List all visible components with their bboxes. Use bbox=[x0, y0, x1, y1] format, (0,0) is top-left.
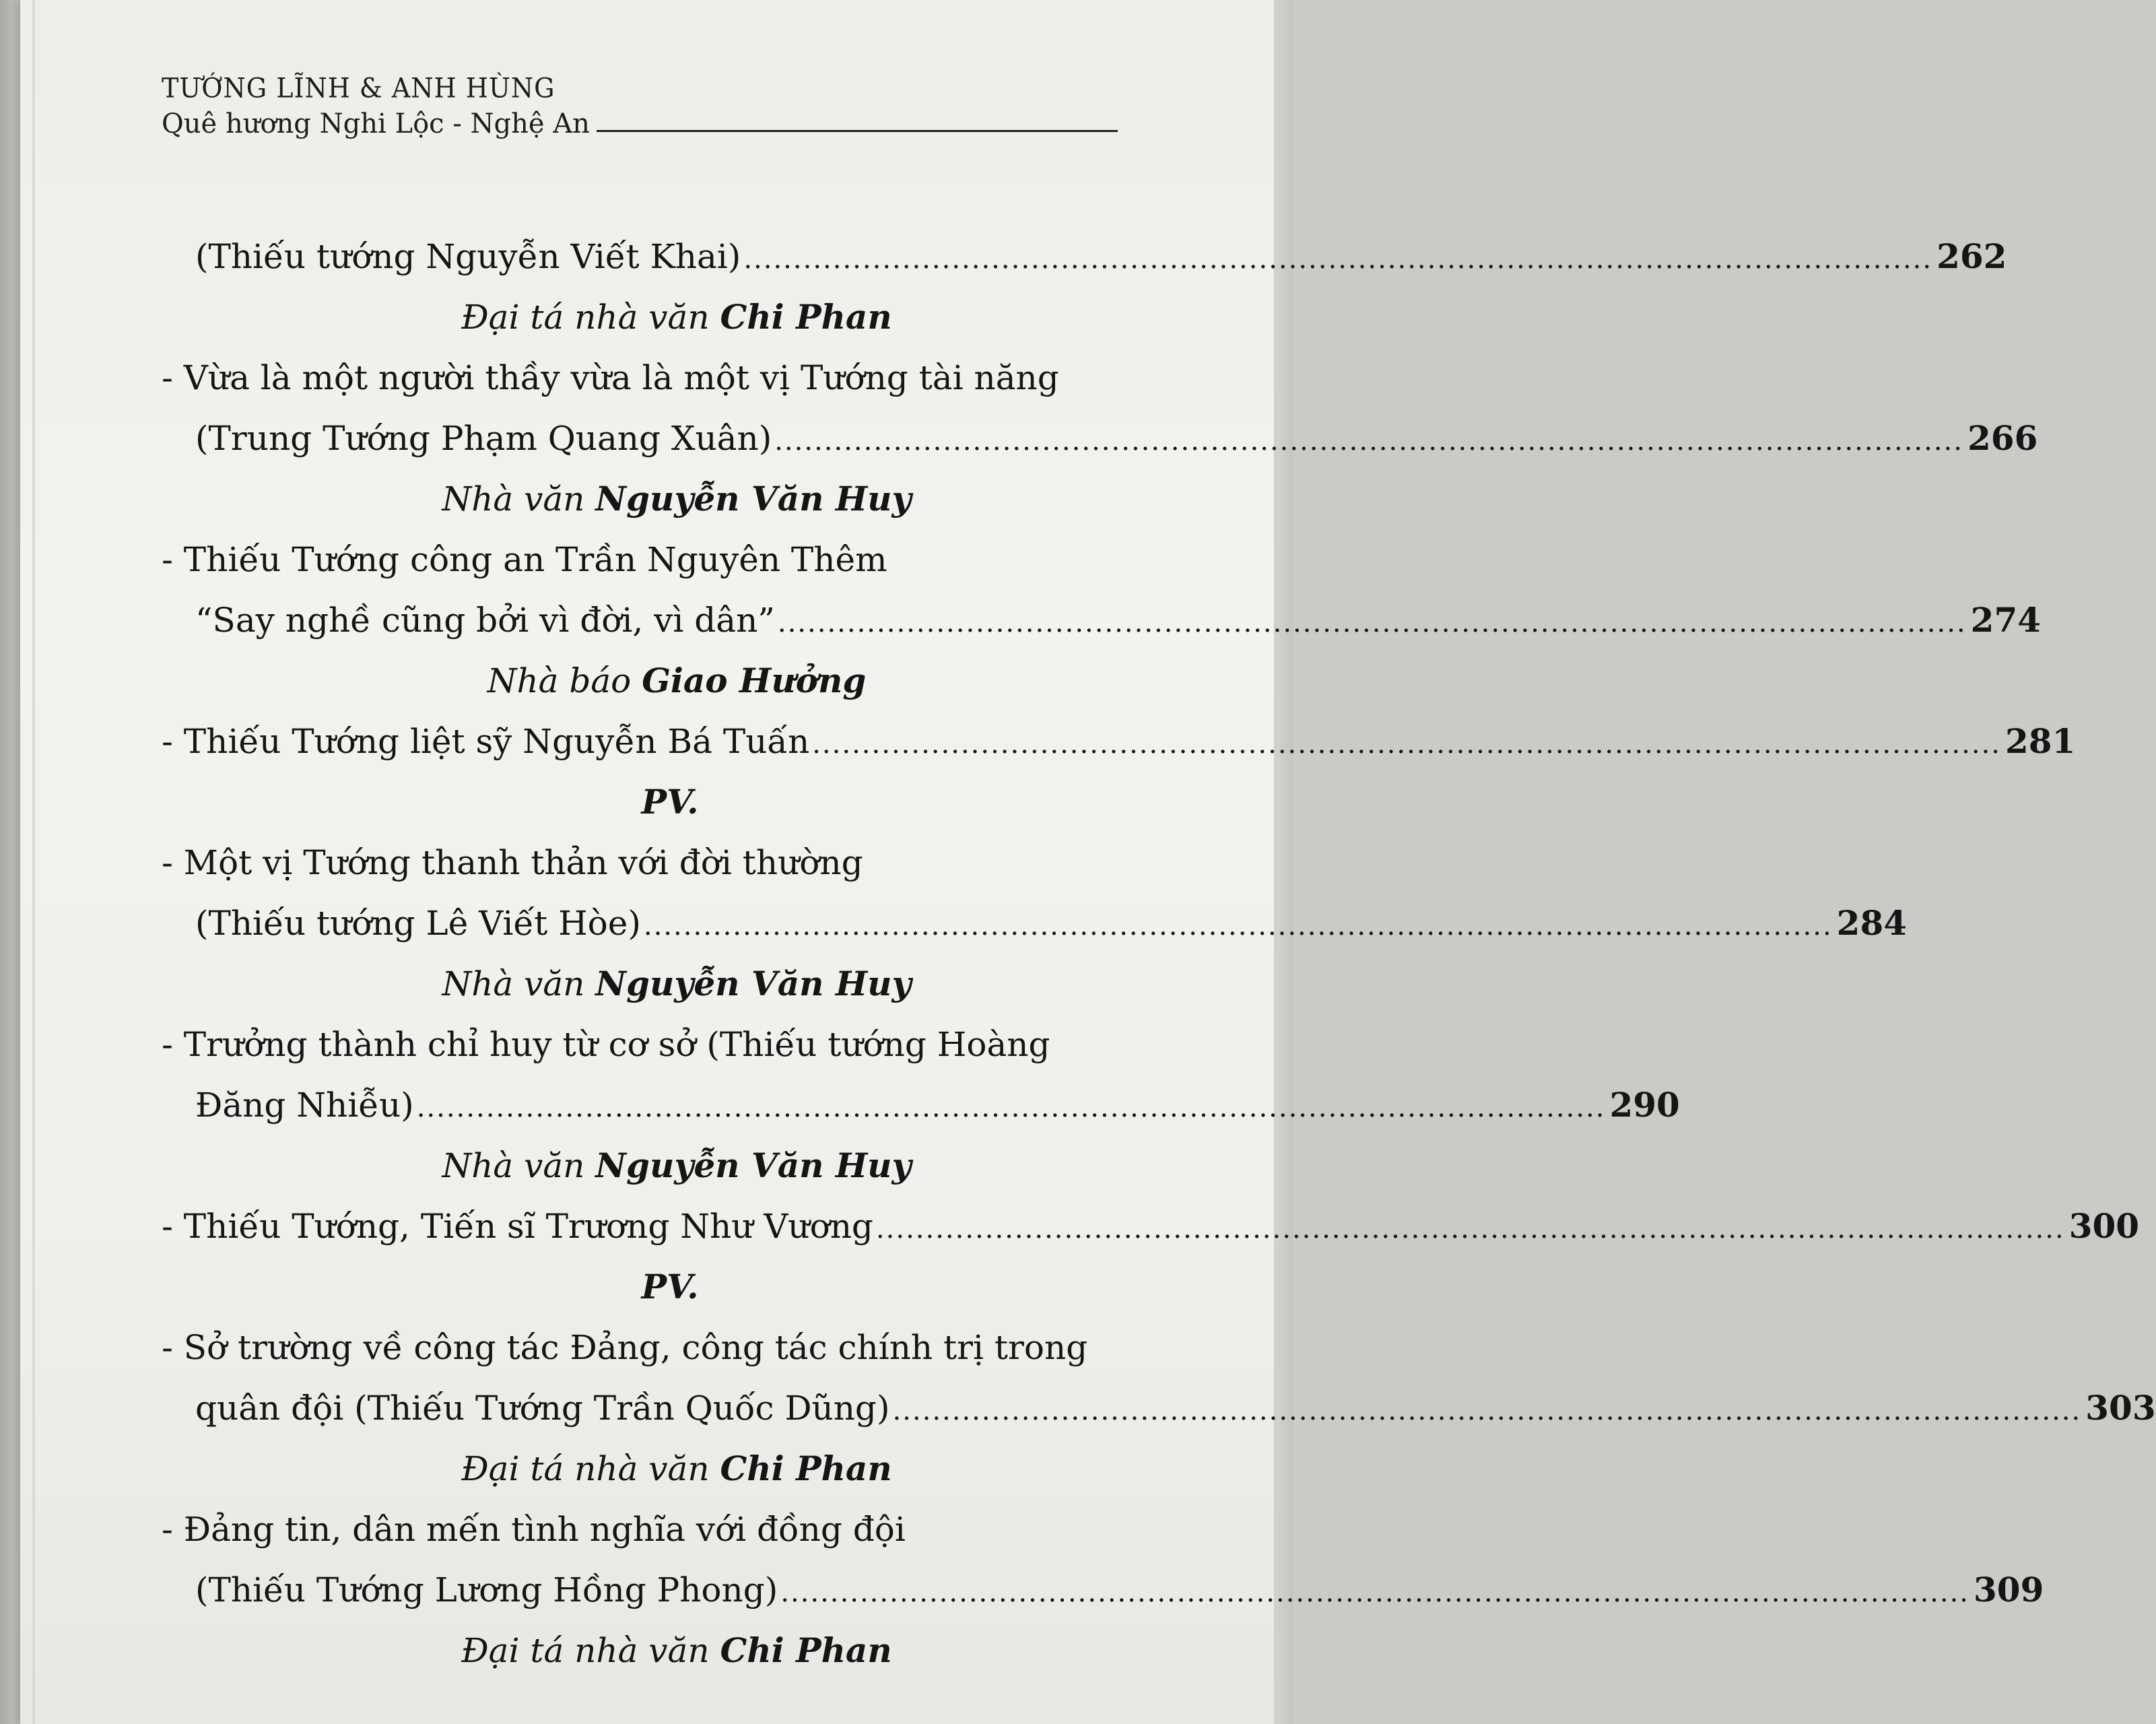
toc-entry-line bbox=[162, 711, 2076, 772]
toc-leader-dots: ........................................................................................................................ bbox=[812, 729, 2001, 760]
toc-entry-line bbox=[162, 1378, 2156, 1438]
toc-author-role: Nhà văn bbox=[442, 479, 585, 519]
toc-page-number: 300 bbox=[2068, 1206, 2140, 1246]
toc-author-pv: PV. bbox=[641, 782, 699, 822]
toc-entry-title: - Thiếu Tướng, Tiến sĩ Trương Như Vương bbox=[162, 1207, 873, 1246]
toc-leader-dots: ........................................................................................................................ bbox=[777, 607, 1967, 638]
toc-author-name: Nguyễn Văn Huy bbox=[595, 479, 912, 519]
toc-entry-line bbox=[162, 1560, 2044, 1620]
toc-page-number: 266 bbox=[1967, 418, 2038, 458]
running-head-rule bbox=[597, 130, 1118, 132]
running-head-subtitle-row bbox=[162, 106, 1118, 141]
toc-author-pv: PV. bbox=[641, 1267, 699, 1306]
toc-author-name: Chi Phan bbox=[720, 1449, 892, 1488]
toc-entry-title: (Trung Tướng Phạm Quang Xuân) bbox=[195, 419, 772, 458]
toc-entry-title: quân đội (Thiếu Tướng Trần Quốc Dũng) bbox=[195, 1389, 890, 1428]
toc-author-role: Đại tá nhà văn bbox=[461, 1449, 710, 1488]
toc-page-number: 284 bbox=[1836, 903, 1908, 943]
toc-entry-title: - Trưởng thành chỉ huy từ cơ sở (Thiếu tướng Hoàng bbox=[162, 1025, 1050, 1064]
toc-author-name: Nguyễn Văn Huy bbox=[595, 1146, 912, 1185]
toc-author-name: Giao Hưởng bbox=[642, 661, 867, 700]
toc-entry-title: - Đảng tin, dân mến tình nghĩa với đồng đội bbox=[162, 1510, 906, 1549]
toc-entry-title: - Một vị Tướng thanh thản với đời thường bbox=[162, 843, 863, 882]
toc-author-name: Chi Phan bbox=[720, 297, 892, 337]
toc-page-number: 274 bbox=[1970, 600, 2042, 640]
toc-entry-line bbox=[162, 226, 2007, 287]
toc-author bbox=[162, 1438, 1118, 1499]
toc-author bbox=[162, 651, 1118, 711]
toc-page-number: 303 bbox=[2085, 1388, 2156, 1428]
table-of-contents bbox=[162, 226, 2156, 1681]
toc-page-number: 290 bbox=[1609, 1085, 1680, 1125]
toc-page-number: 281 bbox=[2005, 721, 2076, 761]
toc-leader-dots: ........................................................................................................................ bbox=[743, 244, 1933, 275]
toc-leader-dots: ........................................................................................................................ bbox=[892, 1395, 2082, 1426]
running-head-title: TƯỚNG LĨNH & ANH HÙNG bbox=[162, 72, 555, 104]
toc-author-role: Nhà văn bbox=[442, 1146, 585, 1185]
toc-author-role: Đại tá nhà văn bbox=[461, 298, 710, 337]
toc-leader-dots: ........................................................................................................................ bbox=[780, 1577, 1970, 1608]
toc-leader-dots: ........................................................................................................................ bbox=[774, 426, 1963, 457]
toc-author bbox=[162, 1620, 1118, 1681]
toc-entry-line bbox=[162, 893, 1908, 954]
toc-author bbox=[162, 287, 1118, 347]
toc-entry-line bbox=[162, 1075, 1680, 1135]
toc-entry-title: (Thiếu Tướng Lương Hồng Phong) bbox=[195, 1570, 778, 1610]
toc-entry-title: - Sở trường về công tác Đảng, công tác chính trị trong bbox=[162, 1328, 1088, 1367]
toc-author-role: Nhà văn bbox=[442, 964, 585, 1003]
toc-entry-title: “Say nghề cũng bởi vì đời, vì dân” bbox=[195, 601, 775, 640]
toc-author-role: Đại tá nhà văn bbox=[461, 1631, 710, 1670]
toc-leader-dots: ........................................................................................................................ bbox=[643, 910, 1833, 941]
running-head-subtitle: Quê hương Nghi Lộc - Nghệ An bbox=[162, 108, 590, 139]
toc-leader-dots: ........................................................................................................................ bbox=[416, 1092, 1606, 1123]
toc-leader-dots: ........................................................................................................................ bbox=[875, 1214, 2065, 1245]
toc-author bbox=[162, 954, 1118, 1014]
toc-author-role: Nhà báo bbox=[487, 661, 632, 700]
toc-entry-title: (Thiếu tướng Lê Viết Hòe) bbox=[195, 904, 641, 943]
toc-entry-line bbox=[162, 590, 2042, 651]
toc-author bbox=[162, 1135, 1118, 1196]
toc-author-name: Chi Phan bbox=[720, 1630, 892, 1670]
toc-author-name: Nguyễn Văn Huy bbox=[595, 964, 912, 1003]
toc-author bbox=[162, 469, 1118, 529]
page-edge bbox=[32, 0, 35, 1724]
toc-entry-title: - Thiếu Tướng liệt sỹ Nguyễn Bá Tuấn bbox=[162, 722, 810, 761]
toc-page-number: 262 bbox=[1936, 236, 2007, 276]
toc-entry-title: (Thiếu tướng Nguyễn Viết Khai) bbox=[195, 237, 741, 276]
toc-page-number: 309 bbox=[1974, 1570, 2044, 1610]
running-head bbox=[162, 73, 1118, 141]
toc-entry-title: - Vừa là một người thầy vừa là một vị Tướng tài năng bbox=[162, 358, 1059, 397]
toc-entry-line bbox=[162, 408, 2038, 469]
toc-entry-title: - Thiếu Tướng công an Trần Nguyên Thêm bbox=[162, 540, 887, 579]
toc-entry-title: Đăng Nhiễu) bbox=[195, 1086, 414, 1125]
toc-entry-line bbox=[162, 1196, 2140, 1257]
